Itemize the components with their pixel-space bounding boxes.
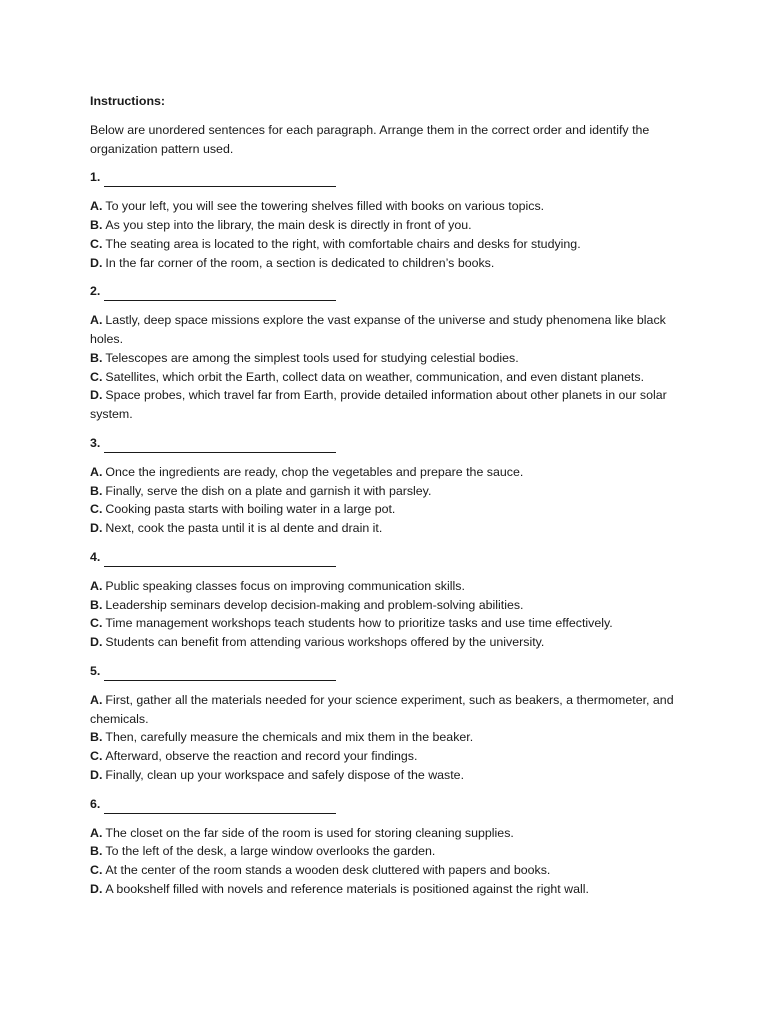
answer-blank[interactable] — [104, 553, 336, 567]
sentence-item — [90, 596, 690, 615]
sentence-text: Telescopes are among the simplest tools used for studying celestial bodies. — [105, 350, 519, 365]
question-block — [90, 662, 690, 785]
sentence-item — [90, 368, 690, 387]
sentence-letter: A. — [90, 825, 103, 840]
sentence-text: Next, cook the pasta until it is al dente and drain it. — [105, 521, 383, 536]
sentence-item — [90, 577, 690, 596]
sentence-text: Public speaking classes focus on improving communication skills. — [105, 578, 465, 593]
sentence-text: As you step into the library, the main desk is directly in front of you. — [105, 217, 472, 232]
sentence-text: The closet on the far side of the room is used for storing cleaning supplies. — [105, 825, 514, 840]
sentence-letter: B. — [90, 350, 103, 365]
answer-blank[interactable] — [104, 800, 336, 814]
sentence-letter: D. — [90, 255, 103, 270]
sentence-letter: A. — [90, 464, 103, 479]
sentence-text: Afterward, observe the reaction and record your findings. — [105, 749, 418, 764]
instructions-text: Below are unordered sentences for each paragraph. Arrange them in the correct order and identify the organization pattern used. — [90, 122, 650, 156]
question-block — [90, 795, 690, 899]
sentence-item — [90, 842, 690, 861]
question-block — [90, 168, 690, 272]
sentence-text: Space probes, which travel far from Earth, provide detailed information about other planets in our solar system. — [90, 388, 667, 422]
sentence-item — [90, 824, 690, 843]
sentence-letter: A. — [90, 692, 103, 707]
sentence-letter: B. — [90, 483, 103, 498]
sentence-text: Finally, clean up your workspace and safely dispose of the waste. — [105, 767, 465, 782]
sentence-letter: D. — [90, 635, 103, 650]
question-list — [90, 168, 690, 898]
sentence-item — [90, 633, 690, 652]
sentence-letter: A. — [90, 578, 103, 593]
sentence-item — [90, 386, 690, 424]
sentence-item — [90, 691, 690, 729]
answer-blank[interactable] — [104, 287, 336, 301]
sentence-item — [90, 235, 690, 254]
sentence-text: Then, carefully measure the chemicals and mix them in the beaker. — [105, 730, 474, 745]
sentence-item — [90, 482, 690, 501]
sentence-letter: D. — [90, 767, 103, 782]
sentence-letter: C. — [90, 369, 103, 384]
sentence-letter: A. — [90, 199, 103, 214]
sentence-text: In the far corner of the room, a section is dedicated to children’s books. — [105, 255, 495, 270]
sentence-text: At the center of the room stands a wooden desk cluttered with papers and books. — [105, 863, 551, 878]
sentence-item — [90, 519, 690, 538]
sentence-text: Finally, serve the dish on a plate and garnish it with parsley. — [105, 483, 432, 498]
question-number: 5. — [90, 663, 101, 678]
sentence-letter: B. — [90, 844, 103, 859]
sentence-text: Satellites, which orbit the Earth, collect data on weather, communication, and even distant planets. — [105, 369, 645, 384]
sentence-letter: D. — [90, 388, 103, 403]
sentence-letter: B. — [90, 217, 103, 232]
sentence-item — [90, 747, 690, 766]
question-header — [90, 548, 690, 567]
question-header — [90, 168, 690, 187]
sentence-letter: B. — [90, 730, 103, 745]
sentence-item — [90, 311, 690, 349]
sentence-item — [90, 254, 690, 273]
question-header — [90, 434, 690, 453]
question-number: 1. — [90, 170, 101, 185]
question-number: 3. — [90, 435, 101, 450]
sentence-letter: D. — [90, 881, 103, 896]
question-header — [90, 662, 690, 681]
sentence-text: Leadership seminars develop decision-making and problem-solving abilities. — [105, 597, 524, 612]
sentence-item — [90, 861, 690, 880]
sentence-item — [90, 463, 690, 482]
question-header — [90, 795, 690, 814]
question-block — [90, 282, 690, 424]
question-block — [90, 548, 690, 652]
sentence-text: To the left of the desk, a large window overlooks the garden. — [105, 844, 436, 859]
sentence-letter: C. — [90, 749, 103, 764]
sentence-text: Lastly, deep space missions explore the vast expanse of the universe and study phenomena like black holes. — [90, 313, 666, 346]
sentence-text: The seating area is located to the right, with comfortable chairs and desks for studying. — [105, 236, 581, 251]
sentence-text: A bookshelf filled with novels and reference materials is positioned against the right wall. — [105, 881, 589, 896]
sentence-item — [90, 880, 690, 899]
sentence-letter: B. — [90, 597, 103, 612]
sentence-item — [90, 349, 690, 368]
question-number: 2. — [90, 284, 101, 299]
sentence-letter: A. — [90, 313, 103, 328]
question-number: 6. — [90, 796, 101, 811]
sentence-item — [90, 728, 690, 747]
sentence-item — [90, 216, 690, 235]
sentence-text: Cooking pasta starts with boiling water in a large pot. — [105, 502, 396, 517]
sentence-letter: C. — [90, 616, 103, 631]
sentence-item — [90, 197, 690, 216]
sentence-letter: D. — [90, 521, 103, 536]
question-number: 4. — [90, 549, 101, 564]
sentence-item — [90, 500, 690, 519]
answer-blank[interactable] — [104, 667, 336, 681]
sentence-item — [90, 766, 690, 785]
sentence-letter: C. — [90, 502, 103, 517]
answer-blank[interactable] — [104, 173, 336, 187]
sentence-item — [90, 614, 690, 633]
question-header — [90, 282, 690, 301]
sentence-text: Time management workshops teach students how to prioritize tasks and use time effectively. — [105, 616, 613, 631]
sentence-text: To your left, you will see the towering shelves filled with books on various topics. — [105, 199, 545, 214]
sentence-letter: C. — [90, 863, 103, 878]
sentence-text: First, gather all the materials needed for your science experiment, such as beakers, a thermometer, and chemicals. — [90, 692, 674, 726]
sentence-text: Students can benefit from attending various workshops offered by the university. — [105, 635, 545, 650]
sentence-letter: C. — [90, 236, 103, 251]
document-page — [90, 92, 690, 909]
sentence-text: Once the ingredients are ready, chop the vegetables and prepare the sauce. — [105, 464, 524, 479]
instructions-heading: Instructions: — [90, 94, 166, 108]
question-block — [90, 434, 690, 538]
answer-blank[interactable] — [104, 439, 336, 453]
